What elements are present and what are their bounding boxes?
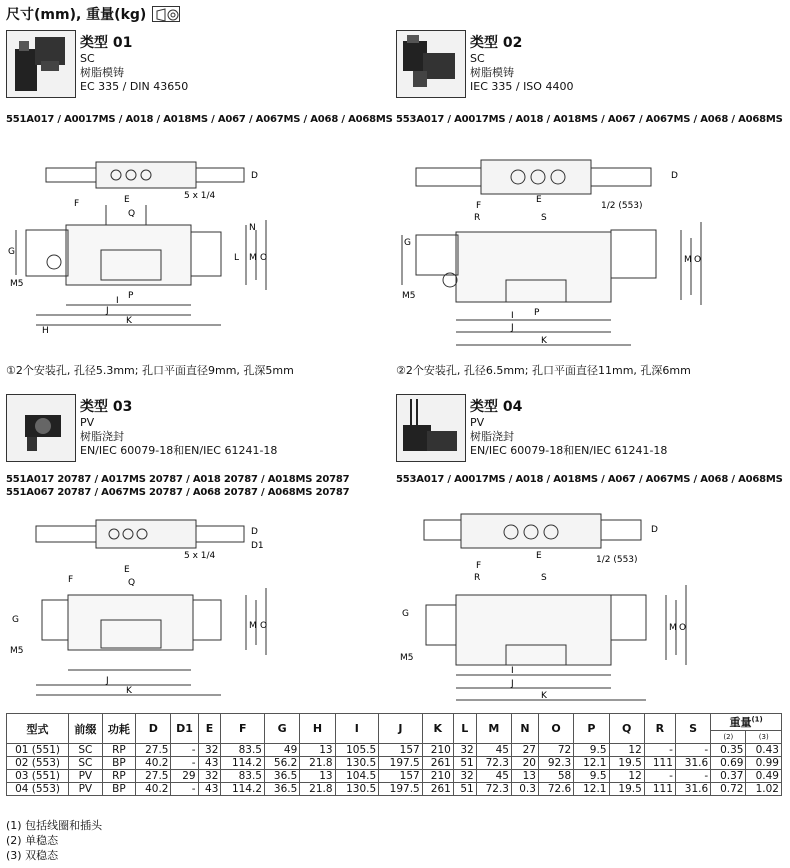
table-cell: 261 bbox=[422, 783, 453, 796]
table-cell: 197.5 bbox=[379, 783, 423, 796]
th-prefix: 前缀 bbox=[69, 714, 103, 744]
table-cell: 21.8 bbox=[300, 783, 335, 796]
type-03-models-1: 551A017 20787 / A017MS 20787 / A018 20787 / A018MS 20787 bbox=[6, 474, 350, 485]
th-weight-sup: (1) bbox=[751, 715, 763, 724]
type-02-line-3: IEC 335 / ISO 4400 bbox=[470, 80, 574, 93]
label-d-4: D bbox=[651, 525, 658, 535]
table-cell: 01 (551) bbox=[7, 744, 69, 757]
label-r-4: R bbox=[474, 573, 481, 583]
label-d-2: D bbox=[671, 171, 678, 181]
projection-symbol-icon bbox=[152, 6, 180, 22]
th-power: 功耗 bbox=[102, 714, 136, 744]
label-e-4: E bbox=[536, 551, 542, 561]
table-cell: 0.43 bbox=[746, 744, 782, 757]
table-cell: 40.2 bbox=[136, 783, 171, 796]
table-cell: 12.1 bbox=[574, 757, 609, 770]
table-cell: SC bbox=[69, 744, 103, 757]
label-k-2: K bbox=[541, 336, 547, 346]
label-g-1: G bbox=[8, 247, 15, 257]
th-p: P bbox=[574, 714, 609, 744]
type-04-info bbox=[470, 398, 667, 458]
table-cell: - bbox=[675, 770, 710, 783]
table-cell: 13 bbox=[511, 770, 538, 783]
table-cell: 12 bbox=[609, 770, 644, 783]
label-m-4: M bbox=[669, 623, 677, 633]
table-cell: 261 bbox=[422, 757, 453, 770]
table-cell: 0.49 bbox=[746, 770, 782, 783]
note-2: ②2个安装孔, 孔径6.5mm; 孔口平面直径11mm, 孔深6mm bbox=[396, 364, 691, 377]
th-f: F bbox=[221, 714, 265, 744]
th-j: J bbox=[379, 714, 423, 744]
table-cell: SC bbox=[69, 757, 103, 770]
type-01-line-2: 树脂模铸 bbox=[80, 66, 124, 79]
table-cell: 1.02 bbox=[746, 783, 782, 796]
label-i-2: I bbox=[511, 311, 514, 321]
label-d-1: D bbox=[251, 171, 258, 181]
type-02-models: 553A017 / A0017MS / A018 / A018MS / A067 / A067MS / A068 / A068MS bbox=[396, 114, 783, 125]
type-01-title: 类型 01 bbox=[80, 35, 133, 51]
label-i-1: I bbox=[116, 296, 119, 306]
table-cell: 114.2 bbox=[221, 757, 265, 770]
table-cell: 0.37 bbox=[711, 770, 746, 783]
label-f-1: F bbox=[74, 199, 80, 209]
table-cell: - bbox=[675, 744, 710, 757]
table-cell: 27.5 bbox=[136, 744, 171, 757]
footnote-1: (1) 包括线圈和插头 bbox=[6, 819, 103, 832]
table-cell: 210 bbox=[422, 770, 453, 783]
table-cell: 83.5 bbox=[221, 770, 265, 783]
type-01-line-1: SC bbox=[80, 52, 95, 65]
table-cell: 0.69 bbox=[711, 757, 746, 770]
table-cell: 105.5 bbox=[335, 744, 379, 757]
label-q-3: Q bbox=[128, 578, 136, 588]
table-cell: 32 bbox=[198, 770, 221, 783]
m5-label-4: M5 bbox=[400, 653, 414, 663]
table-header-row bbox=[7, 714, 782, 731]
table-cell: 45 bbox=[476, 770, 511, 783]
table-cell: 9.5 bbox=[574, 744, 609, 757]
label-r-2: R bbox=[474, 213, 481, 223]
label-k-1: K bbox=[126, 316, 132, 326]
page-title: 尺寸(mm), 重量(kg) bbox=[6, 7, 147, 23]
table-cell: 0.35 bbox=[711, 744, 746, 757]
label-e-2: E bbox=[536, 195, 542, 205]
type-02-line-1: SC bbox=[470, 52, 485, 65]
table-cell: 36.5 bbox=[265, 770, 300, 783]
table-cell: 58 bbox=[538, 770, 573, 783]
type-02-drawing bbox=[396, 150, 776, 355]
table-cell: 157 bbox=[379, 770, 423, 783]
label-g-3: G bbox=[12, 615, 19, 625]
table-cell: 72.6 bbox=[538, 783, 573, 796]
table-cell: 92.3 bbox=[538, 757, 573, 770]
table-cell: 43 bbox=[198, 757, 221, 770]
type-02-line-2: 树脂模铸 bbox=[470, 66, 514, 79]
table-cell: 27 bbox=[511, 744, 538, 757]
m5-label-2: M5 bbox=[402, 291, 416, 301]
th-k: K bbox=[422, 714, 453, 744]
table-cell: 32 bbox=[198, 744, 221, 757]
table-cell: 51 bbox=[453, 783, 476, 796]
label-g-4: G bbox=[402, 609, 409, 619]
label-h-1: H bbox=[42, 326, 49, 336]
table-cell: 130.5 bbox=[335, 783, 379, 796]
table-cell: 157 bbox=[379, 744, 423, 757]
table-row bbox=[7, 757, 782, 770]
label-e-3: E bbox=[124, 565, 130, 575]
label-k-3: K bbox=[126, 686, 132, 696]
type-04-line-1: PV bbox=[470, 416, 485, 429]
th-weight-mono: (2) bbox=[711, 731, 746, 744]
type-04-line-2: 树脂浇封 bbox=[470, 430, 514, 443]
type-01-info bbox=[80, 34, 188, 94]
table-cell: 31.6 bbox=[675, 757, 710, 770]
label-e-1: E bbox=[124, 195, 130, 205]
table-cell: PV bbox=[69, 770, 103, 783]
label-o-2: O bbox=[694, 255, 702, 265]
th-n: N bbox=[511, 714, 538, 744]
th-weight-label: 重量 bbox=[729, 716, 752, 729]
table-cell: - bbox=[171, 783, 198, 796]
type-01-image bbox=[6, 30, 76, 98]
label-g-2: G bbox=[404, 238, 411, 248]
label-d-3: D bbox=[251, 527, 258, 537]
label-p-1: P bbox=[128, 291, 134, 301]
table-cell: - bbox=[171, 757, 198, 770]
th-g: G bbox=[265, 714, 300, 744]
note-1: ①2个安装孔, 孔径5.3mm; 孔口平面直径9mm, 孔深5mm bbox=[6, 364, 294, 377]
table-cell: 0.72 bbox=[711, 783, 746, 796]
type-03-image bbox=[6, 394, 76, 462]
th-d1: D1 bbox=[171, 714, 198, 744]
table-cell: 12 bbox=[609, 744, 644, 757]
table-cell: 104.5 bbox=[335, 770, 379, 783]
ports-553-label-4: 1/2 (553) bbox=[596, 555, 638, 565]
type-03-title: 类型 03 bbox=[80, 399, 133, 415]
th-o: O bbox=[538, 714, 573, 744]
label-l-1: L bbox=[234, 253, 240, 263]
label-f-4: F bbox=[476, 561, 482, 571]
table-cell: 130.5 bbox=[335, 757, 379, 770]
table-cell: 13 bbox=[300, 744, 335, 757]
type-04-models: 553A017 / A0017MS / A018 / A018MS / A067 / A067MS / A068 / A068MS bbox=[396, 474, 783, 485]
table-row bbox=[7, 744, 782, 757]
table-cell: 49 bbox=[265, 744, 300, 757]
table-cell: 04 (553) bbox=[7, 783, 69, 796]
table-cell: - bbox=[644, 744, 675, 757]
table-cell: 29 bbox=[171, 770, 198, 783]
label-f-2: F bbox=[476, 201, 482, 211]
th-type: 型式 bbox=[7, 714, 69, 744]
label-q-1: Q bbox=[128, 209, 136, 219]
label-i-4: I bbox=[511, 666, 514, 676]
th-weight bbox=[711, 714, 782, 731]
label-d1-3: D1 bbox=[251, 541, 264, 551]
type-02-title: 类型 02 bbox=[470, 35, 523, 51]
type-02-image bbox=[396, 30, 466, 98]
type-01-models: 551A017 / A0017MS / A018 / A018MS / A067 / A067MS / A068 / A068MS bbox=[6, 114, 393, 125]
type-03-line-3: EN/IEC 60079-18和EN/IEC 61241-18 bbox=[80, 444, 278, 457]
table-cell: 111 bbox=[644, 783, 675, 796]
type-03-models-2: 551A067 20787 / A067MS 20787 / A068 20787 / A068MS 20787 bbox=[6, 487, 350, 498]
table-cell: 0.3 bbox=[511, 783, 538, 796]
table-cell: 12.1 bbox=[574, 783, 609, 796]
type-03-line-1: PV bbox=[80, 416, 95, 429]
th-i: I bbox=[335, 714, 379, 744]
table-cell: 02 (553) bbox=[7, 757, 69, 770]
label-n-1: N bbox=[249, 223, 256, 233]
ports-551-label: 5 x 1/4 bbox=[184, 191, 216, 201]
table-cell: 40.2 bbox=[136, 757, 171, 770]
type-01-drawing bbox=[6, 150, 386, 350]
table-cell: 210 bbox=[422, 744, 453, 757]
table-cell: 197.5 bbox=[379, 757, 423, 770]
type-04-title: 类型 04 bbox=[470, 399, 523, 415]
table-cell: 45 bbox=[476, 744, 511, 757]
th-l: L bbox=[453, 714, 476, 744]
label-p-2: P bbox=[534, 308, 540, 318]
table-cell: 0.99 bbox=[746, 757, 782, 770]
label-j-4: J bbox=[511, 679, 514, 689]
th-weight-bi: (3) bbox=[746, 731, 782, 744]
label-o-4: O bbox=[679, 623, 687, 633]
table-cell: 72.3 bbox=[476, 783, 511, 796]
table-cell: PV bbox=[69, 783, 103, 796]
table-cell: 32 bbox=[453, 770, 476, 783]
table-row bbox=[7, 783, 782, 796]
label-m-3: M bbox=[249, 621, 257, 631]
table-cell: 72.3 bbox=[476, 757, 511, 770]
table-cell: RP bbox=[102, 744, 136, 757]
th-q: Q bbox=[609, 714, 644, 744]
table-cell: 51 bbox=[453, 757, 476, 770]
table-cell: 32 bbox=[453, 744, 476, 757]
label-s-4: S bbox=[541, 573, 547, 583]
table-row bbox=[7, 770, 782, 783]
table-cell: 21.8 bbox=[300, 757, 335, 770]
type-03-drawing bbox=[6, 510, 386, 705]
label-o-1: O bbox=[260, 253, 268, 263]
th-h: H bbox=[300, 714, 335, 744]
type-02-info bbox=[470, 34, 573, 94]
page-header bbox=[6, 4, 180, 24]
table-cell: 03 (551) bbox=[7, 770, 69, 783]
type-04-drawing bbox=[396, 510, 776, 705]
th-d: D bbox=[136, 714, 171, 744]
table-cell: BP bbox=[102, 783, 136, 796]
table-cell: BP bbox=[102, 757, 136, 770]
th-r: R bbox=[644, 714, 675, 744]
th-e: E bbox=[198, 714, 221, 744]
table-cell: 19.5 bbox=[609, 783, 644, 796]
table-cell: RP bbox=[102, 770, 136, 783]
ports-553-label: 1/2 (553) bbox=[601, 201, 643, 211]
label-o-3: O bbox=[260, 621, 268, 631]
type-03-line-2: 树脂浇封 bbox=[80, 430, 124, 443]
table-cell: 31.6 bbox=[675, 783, 710, 796]
footnote-3: (3) 双稳态 bbox=[6, 849, 59, 862]
label-m-1: M bbox=[249, 253, 257, 263]
ports-551-label-3: 5 x 1/4 bbox=[184, 551, 216, 561]
table-cell: 56.2 bbox=[265, 757, 300, 770]
label-j-3: J bbox=[106, 676, 109, 686]
table-cell: 114.2 bbox=[221, 783, 265, 796]
table-cell: 83.5 bbox=[221, 744, 265, 757]
table-cell: 9.5 bbox=[574, 770, 609, 783]
table-cell: 111 bbox=[644, 757, 675, 770]
type-01-line-3: EC 335 / DIN 43650 bbox=[80, 80, 189, 93]
table-cell: 13 bbox=[300, 770, 335, 783]
m5-label-3: M5 bbox=[10, 646, 24, 656]
label-m-2: M bbox=[684, 255, 692, 265]
type-03-info bbox=[80, 398, 277, 458]
type-04-line-3: EN/IEC 60079-18和EN/IEC 61241-18 bbox=[470, 444, 668, 457]
th-s: S bbox=[675, 714, 710, 744]
label-s-2: S bbox=[541, 213, 547, 223]
label-k-4: K bbox=[541, 691, 547, 701]
spec-table bbox=[6, 713, 782, 796]
label-f-3: F bbox=[68, 575, 74, 585]
table-cell: 27.5 bbox=[136, 770, 171, 783]
table-cell: 19.5 bbox=[609, 757, 644, 770]
table-cell: 43 bbox=[198, 783, 221, 796]
table-cell: 36.5 bbox=[265, 783, 300, 796]
footnote-2: (2) 单稳态 bbox=[6, 834, 59, 847]
table-cell: - bbox=[644, 770, 675, 783]
th-m: M bbox=[476, 714, 511, 744]
table-cell: - bbox=[171, 744, 198, 757]
table-cell: 72 bbox=[538, 744, 573, 757]
table-cell: 20 bbox=[511, 757, 538, 770]
label-j-1: J bbox=[106, 306, 109, 316]
label-j-2: J bbox=[511, 323, 514, 333]
m5-label-1: M5 bbox=[10, 279, 24, 289]
type-04-image bbox=[396, 394, 466, 462]
